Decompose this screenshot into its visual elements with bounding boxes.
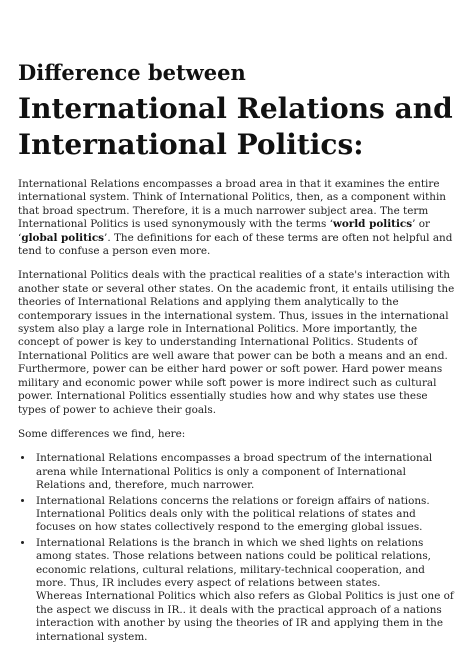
intro-text-before: International Relations encompasses a broad area in that it examines the entire international system. Think of International Politics, then, as a component within that broad spectrum. Therefore, it is a much narrower subject area. The term International Politics is used synonymously with the terms ‘: [18, 178, 446, 231]
list-item: [34, 452, 458, 492]
document-page: [18, 52, 458, 646]
page-title: [18, 52, 458, 162]
title-part-1: Difference between: [18, 60, 246, 85]
list-item: [34, 537, 458, 644]
term-world-politics: world politics: [332, 218, 413, 231]
title-colon: :: [353, 128, 364, 161]
difference-1: International Relations encompasses a broad spectrum of the international arena while International Politics is only a component of International Relations and, therefore, much narrower.: [36, 452, 433, 492]
difference-3-extra: Whereas International Politics which also refers as Global Politics is just one of the aspect we discuss in IR.. it deals with the practical approach of a nations interaction with another by using the theories of IR and applying them in the international system.: [36, 590, 454, 643]
intro-paragraph: [18, 178, 458, 258]
differences-intro: Some differences we find, here:: [18, 427, 186, 440]
title-part-2: International Relations and International Politics: [18, 92, 453, 161]
differences-list: [18, 452, 458, 644]
politics-paragraph: International Politics deals with the practical realities of a state's interaction with another state or several other states. On the academic front, it entails utilising the theories of International Relations and applying them analytically to the contemporary issues in the international system. Thus, issues in the international system also play a large role in International Politics. More importantly, the concept of power is key to understanding International Politics. Students of International Politics are well aware that power can be both a means and an end. Furthermore, power can be either hard power or soft power. Hard power means military and economic power while soft power is more indirect such as cultural power. International Politics essentially studies how and why states use these types of power to achieve their goals.: [18, 269, 455, 416]
intro-text-after: ’. The definitions for each of these terms are often not helpful and tend to confuse a person even more.: [18, 231, 453, 258]
difference-2: International Relations concerns the relations or foreign affairs of nations. International Politics deals only with the political relations of states and focuses on how states collectively respond to the emerging global issues.: [36, 494, 430, 534]
difference-3: International Relations is the branch in which we shed lights on relations among states. Those relations between nations could be political relations, economic relations, cultural relations, military-technical cooperation, and more. Thus, IR includes every aspect of relations between states.: [36, 536, 431, 589]
list-item: [34, 495, 458, 535]
term-global-politics: global politics: [21, 231, 105, 244]
intro-text-between: ’ or ‘: [18, 218, 430, 244]
